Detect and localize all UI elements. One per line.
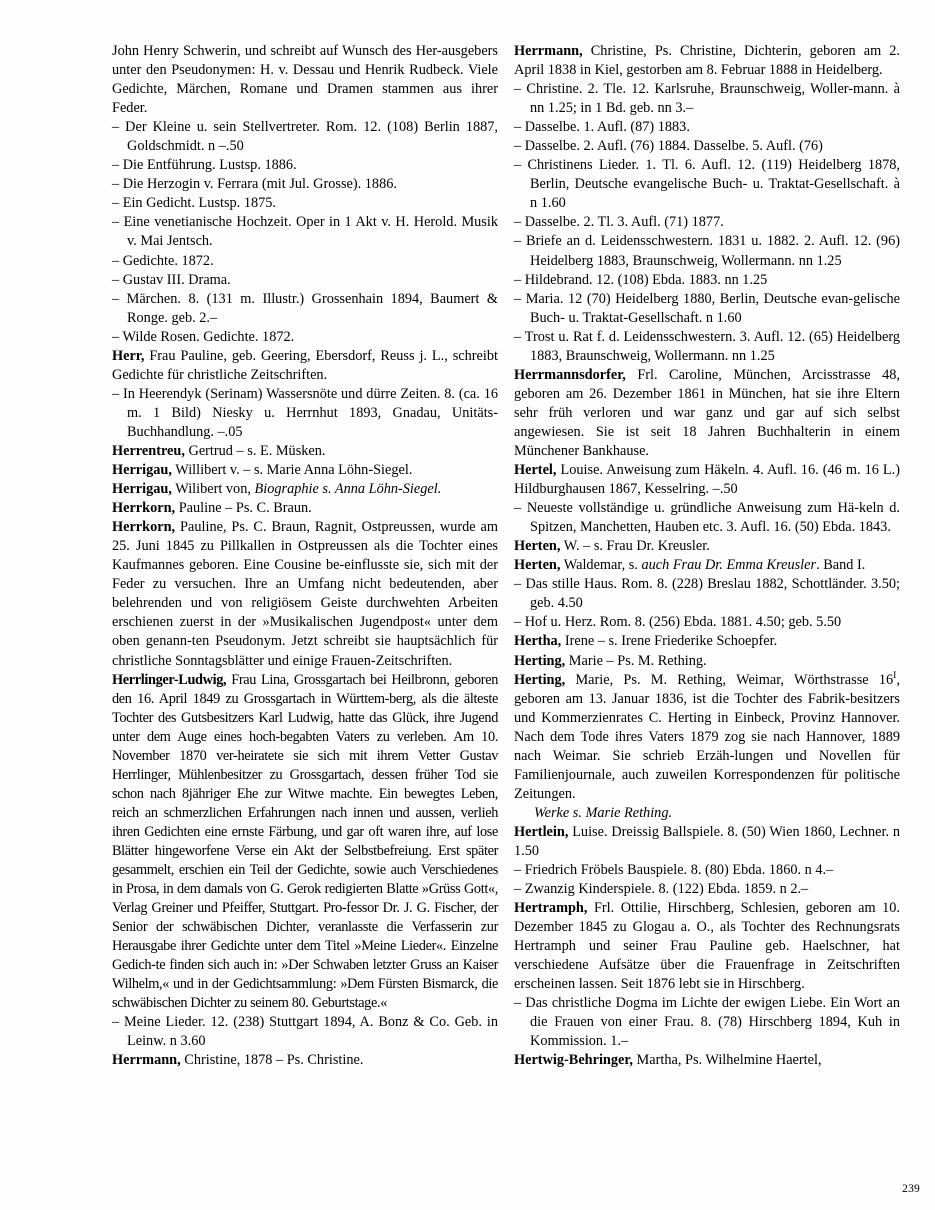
entry-text: Irene – s. Irene Friederike Schoepfer.: [561, 633, 778, 650]
work-item: – Die Herzogin v. Ferrara (mit Jul. Grosse). 1886.: [112, 176, 397, 193]
work-item: – Briefe an d. Leidensschwestern. 1831 u. 1882. 2. Aufl. 12. (96) Heidelberg 1883, Braunschweig, Wollermann. nn 1.25: [514, 233, 900, 269]
entry-text: Luise. Dreissig Ballspiele. 8. (50) Wien 1860, Lechner. n 1.50: [514, 823, 900, 859]
entry-text-tail: , geboren am 13. Januar 1836, ist die Tochter des Fabrik-besitzers und Kommerzienrates C. Herting in Einbeck, Provinz Hannover. Nach dem Tode ihres Vaters 1879 zog sie nach Hannover, 1889 nach Weimar. Sie schrieb Erzäh-lungen und Novellen für Familienjournale, auch zuweilen Korrespondenzen für politische Zeitungen.: [514, 671, 900, 802]
entry-text: Frau Pauline, geb. Geering, Ebersdorf, Reuss j. L., schreibt Gedichte für christliche Zeitschriften.: [112, 347, 498, 383]
work-item: – Die Entführung. Lustsp. 1886.: [112, 157, 297, 174]
work-item: – Christinens Lieder. 1. Tl. 6. Aufl. 12. (119) Heidelberg 1878, Berlin, Deutsche evangelische Buch- u. Traktat-Gesellschaft. à n 1.60: [514, 157, 900, 212]
lexicon-entry: [514, 671, 900, 804]
right-text-column: [514, 42, 900, 1071]
work-item: – Dasselbe. 2. Tl. 3. Aufl. (71) 1877.: [514, 214, 724, 231]
entry-headword: Herrlinger-Ludwig,: [112, 671, 227, 688]
lexicon-entry: [514, 537, 900, 556]
work-item: – Friedrich Fröbels Bauspiele. 8. (80) Ebda. 1860. n 4.–: [514, 862, 834, 879]
work-item: – Gedichte. 1872.: [112, 252, 214, 269]
entry-headword: Herrigau,: [112, 481, 172, 498]
lexicon-entry: [112, 671, 498, 1014]
entry-headword: Herrmann,: [514, 43, 583, 59]
entry-text: Wilibert von,: [171, 481, 255, 498]
entry-text-tail: . Band I.: [816, 557, 866, 574]
entry-text: Frl. Ottilie, Hirschberg, Schlesien, geboren am 10. Dezember 1845 zu Glogau a. O., als Tochter des Rechnungsrats Hertramph und seiner Frau Pauline geb. Haelschner, hat verschiedene Aufsätze über die Frauenfrage in Zeitschriften erscheinen lassen. Seit 1876 lebt sie in Hirschberg.: [514, 900, 900, 993]
entry-text: Martha, Ps. Wilhelmine Haertel,: [632, 1052, 822, 1069]
entry-text: Gertrud – s. E. Müsken.: [184, 442, 326, 459]
entry-headword: Hertlein,: [514, 823, 569, 840]
left-text-column: [112, 42, 498, 1071]
entry-headword: Hertramph,: [514, 900, 588, 917]
entry-text: Frl. Caroline, München, Arcisstrasse 48, geboren am 26. Dezember 1861 in München, hat sie ihre Eltern sehr früh verloren und war ganz und gar auf sich selbst angewiesen. Sie ist seit 18 Jahren Buchhalterin in einem Münchener Bankhause.: [514, 366, 900, 459]
entry-italic-reference: Biographie s. Anna Löhn-Siegel.: [254, 481, 442, 498]
two-column-text-body: [112, 42, 920, 1172]
entry-headword: Herten,: [514, 538, 561, 555]
lexicon-entry: [112, 1051, 498, 1070]
entry-text: W. – s. Frau Dr. Kreusler.: [560, 538, 710, 555]
entry-headword: Hertha,: [514, 633, 562, 650]
work-item: – Das stille Haus. Rom. 8. (228) Breslau 1882, Schottländer. 3.50; geb. 4.50: [514, 576, 900, 612]
work-item: – Das christliche Dogma im Lichte der ewigen Liebe. Ein Wort an die Frauen von einer Frau. 8. (78) Hirschberg 1894, Kuh in Kommission. 1.–: [514, 995, 900, 1050]
lexicon-entry: [514, 461, 900, 499]
entry-text: Willibert v. – s. Marie Anna Löhn-Siegel.: [171, 462, 413, 479]
entry-text: Pauline, Ps. C. Braun, Ragnit, Ostpreussen, wurde am 25. Juni 1845 zu Pillkallen in Ostpreussen als die Tochter eines Kaufmannes geboren. Eine Cousine be-einflusste sie, sich mit der Feder zu versuchen. Ihre an Umfang nicht bedeutenden, aber belehrenden und von religiösem Geiste durchwehten Arbeiten erschienen zuerst in der »Musikalischen Jugendpost« unter dem oben genann-ten Pseudonym. Jetzt schreibt sie hauptsächlich für christliche Sonntagsblätter und einige Frauen-Zeitschriften.: [112, 519, 498, 669]
entry-headword: Hertwig-Behringer,: [514, 1052, 633, 1069]
work-item: – Meine Lieder. 12. (238) Stuttgart 1894, A. Bonz & Co. Geb. in Leinw. n 3.60: [112, 1014, 498, 1050]
lexicon-entry: [514, 556, 900, 575]
entry-headword: Hertel,: [514, 462, 557, 479]
work-item: – Christine. 2. Tle. 12. Karlsruhe, Braunschweig, Woller-mann. à nn 1.25; in 1 Bd. geb. nn 3.–: [514, 81, 900, 117]
lexicon-entry: [112, 347, 498, 385]
work-item: – Wilde Rosen. Gedichte. 1872.: [112, 328, 295, 345]
entry-headword: Herrmann,: [112, 1052, 181, 1069]
entry-text: Christine, Ps. Christine, Dichterin, geboren am 2. April 1838 in Kiel, gestorben am 8. Februar 1888 in Heidelberg.: [514, 43, 900, 79]
entry-text: Frau Lina, Grossgartach bei Heilbronn, geboren den 16. April 1849 zu Grossgartach in Württem-berg, als die älteste Tochter des Gutsbesitzers Karl Ludwig, hatte das Glück, ihre Jugend unter dem Auge eines hoch-begabten Vaters zu verleben. Am 10. November 1870 ver-heiratete sie sich mit ihrem Vetter Gustav Herrlinger, Mühlenbesitzer zu Grossgartach, dessen früher Tod sie schon nach 8jähriger Ehe zur Witwe machte. Ein bewegtes Leben, reich an schmerzlichen Erfahrungen nach innen und aussen, verlieh ihren Gedichten eine ernste Färbung, und gar oft waren ihre, auf lose Blätter hingeworfene Verse ein Akt der Selbstbefreiung. Erst später gesammelt, erschien ein Teil der Gedichte, sowie auch Verschiedenes in Prosa, in dem damals von G. Gerok redigierten Blatte »Grüss Gott«, Verlag Greiner und Pfeiffer, Stuttgart. Pro-fessor Dr. J. G. Fischer, der Senior der schwäbischen Dichter, veranlasste die Verfasserin zur Herausgabe ihrer Gedichte unter dem Titel »Meine Lieder«. Einzelne Gedich-te finden sich auch in: »Der Schwaben letzter Gruss an Kaiser Wilhelm,« und in der Gedichtsammlung: »Dem Fürsten Bismarck, die schwäbischen Dichter zu seinem 80. Geburtstage.«: [112, 671, 498, 1012]
work-item: – Ein Gedicht. Lustsp. 1875.: [112, 195, 277, 212]
lexicon-entry: [112, 480, 498, 499]
entry-text: Pauline – Ps. C. Braun.: [175, 500, 312, 517]
entry-headword: Herrkorn,: [112, 519, 176, 536]
entry-text: Marie – Ps. M. Rething.: [565, 652, 707, 669]
works-cross-reference-note: [514, 804, 900, 823]
work-item: – Trost u. Rat f. d. Leidensschwestern. 3. Aufl. 12. (65) Heidelberg 1883, Braunschweig, Wollermann. nn 1.25: [514, 328, 900, 364]
entry-text: Louise. Anweisung zum Häkeln. 4. Aufl. 16. (46 m. 16 L.) Hildburghausen 1867, Kesselring. –.50: [514, 462, 900, 498]
lexicon-entry: [112, 461, 498, 480]
entry-italic-reference: auch Frau Dr. Emma Kreusler: [641, 557, 817, 574]
entry-text: Waldemar, s.: [560, 557, 642, 574]
entry-headword: Herting,: [514, 652, 566, 669]
note-italic-text: Werke s. Marie Rething.: [534, 804, 673, 821]
work-item: – Märchen. 8. (131 m. Illustr.) Grossenhain 1894, Baumert & Ronge. geb. 2.–: [112, 290, 498, 326]
work-item: – Dasselbe. 2. Aufl. (76) 1884. Dasselbe. 5. Aufl. (76): [514, 138, 823, 155]
entry-headword: Herrmannsdorfer,: [514, 366, 626, 383]
work-item: – Zwanzig Kinderspiele. 8. (122) Ebda. 1859. n 2.–: [514, 881, 809, 898]
lexicon-entry: [514, 366, 900, 461]
lexicon-entry: [112, 442, 498, 461]
work-item: – Eine venetianische Hochzeit. Oper in 1 Akt v. H. Herold. Musik v. Mai Jentsch.: [112, 214, 498, 250]
entry-headword: Herting,: [514, 671, 566, 688]
entry-headword: Herten,: [514, 557, 561, 574]
lexicon-entry: [112, 499, 498, 518]
entry-headword: Herrigau,: [112, 462, 172, 479]
entry-headword: Herr,: [112, 347, 145, 364]
lexicon-entry: [514, 652, 900, 671]
lexicon-entry: [514, 632, 900, 651]
work-item: – Hildebrand. 12. (108) Ebda. 1883. nn 1.25: [514, 271, 768, 288]
lexicon-entry: [112, 518, 498, 670]
paragraph-continuation: John Henry Schwerin, und schreibt auf Wunsch des Her-ausgebers unter den Pseudonymen: H. v. Dessau und Henrik Rudbeck. Viele Gedichte, Märchen, Romane und Dramen stammen aus ihrer Feder.: [112, 43, 498, 117]
work-item: – Dasselbe. 1. Aufl. (87) 1883.: [514, 119, 690, 136]
superscript-marker: I: [893, 669, 897, 681]
lexicon-entry: [514, 42, 900, 80]
work-item: – Maria. 12 (70) Heidelberg 1880, Berlin, Deutsche evan-gelische Buch- u. Traktat-Gesellschaft. n 1.60: [514, 290, 900, 326]
work-item: – Der Kleine u. sein Stellvertreter. Rom. 12. (108) Berlin 1887, Goldschmidt. n –.50: [112, 119, 498, 155]
work-item: – In Heerendyk (Serinam) Wassersnöte und dürre Zeiten. 8. (ca. 16 m. 1 Bild) Niesky u. Herrnhut 1893, Gnadau, Unitäts-Buchhandlung. –.05: [112, 385, 498, 440]
page-number: 239: [902, 1183, 920, 1195]
lexicon-entry: [514, 823, 900, 861]
entry-headword: Herrentreu,: [112, 442, 185, 459]
entry-text: Marie, Ps. M. Rething, Weimar, Wörthstrasse 16: [565, 671, 894, 688]
lexicon-entry: [514, 899, 900, 994]
entry-text: Christine, 1878 – Ps. Christine.: [180, 1052, 364, 1069]
lexicon-entry: [514, 1051, 900, 1070]
entry-headword: Herrkorn,: [112, 500, 176, 517]
work-item: – Hof u. Herz. Rom. 8. (256) Ebda. 1881. 4.50; geb. 5.50: [514, 614, 842, 631]
work-item: – Neueste vollständige u. gründliche Anweisung zum Hä-keln d. Spitzen, Manchetten, Hauben etc. 3. Aufl. 16. (50) Ebda. 1843.: [514, 500, 900, 536]
work-item: – Gustav III. Drama.: [112, 271, 231, 288]
